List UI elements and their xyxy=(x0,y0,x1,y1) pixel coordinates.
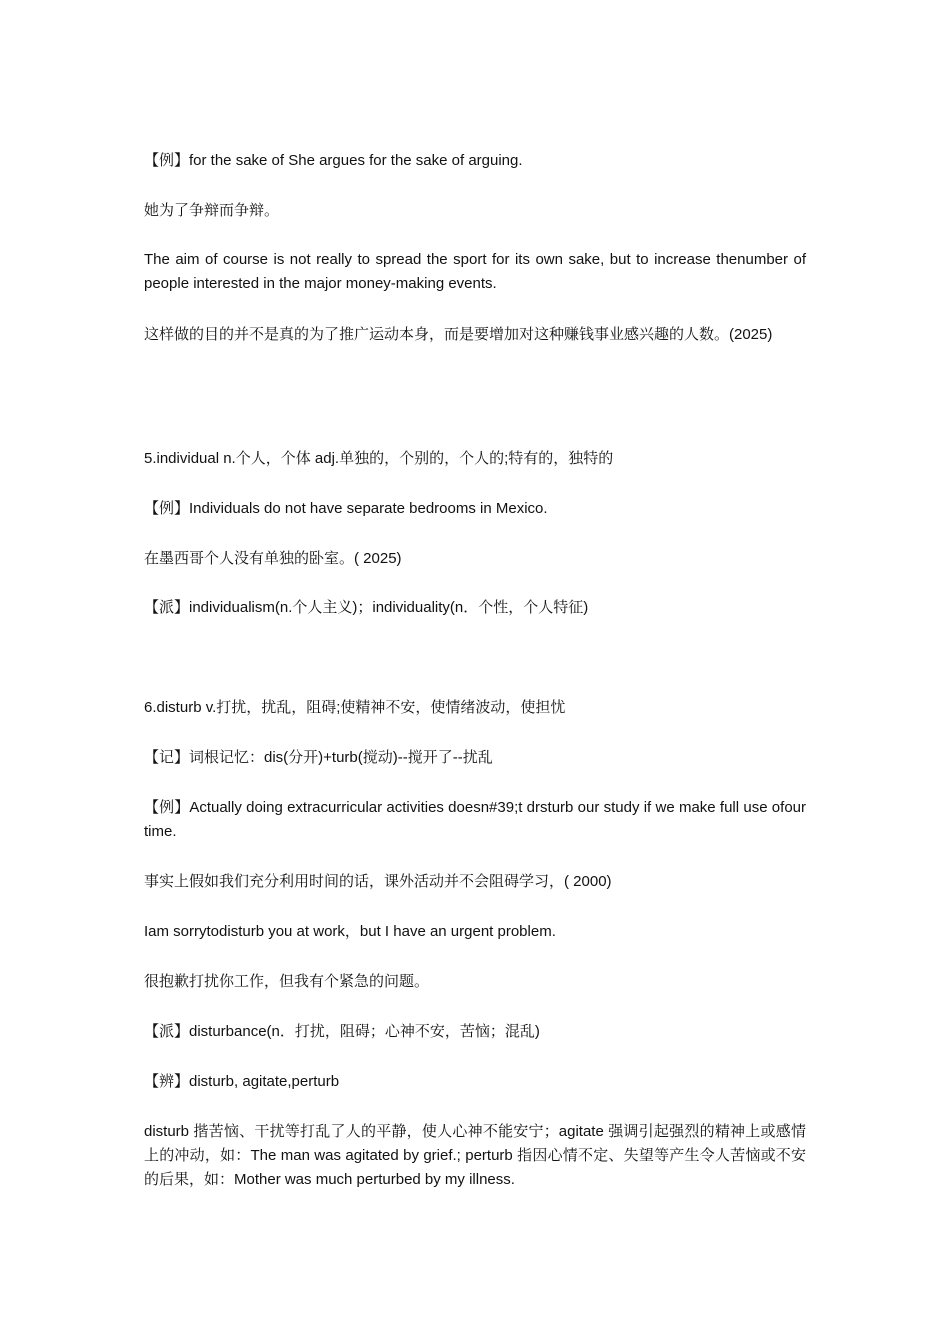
entry-heading-individual: 5.individual n.个人，个体 adj.单独的，个别的，个人的;特有的，独特的 xyxy=(144,450,614,467)
derivative-note: 【派】individualism(n.个人主义)；individuality(n．个性，个人特征) xyxy=(144,599,589,616)
example-translation: 在墨西哥个人没有单独的卧室。( 2025) xyxy=(144,550,402,567)
distinction-explanation: disturb 揩苦恼、干扰等打乱了人的平静，使人心神不能安宁；agitate 强调引起强烈的精神上或感情上的冲动，如：The man was agitated by grief.; perturb 指因心情不定、失望等产生令人苦恼或不安的后果，如：Mother was much perturbed by my illness. xyxy=(144,1123,806,1188)
example-sentence: The aim of course is not really to spread the sport for its own sake, but to increase thenumber of people interested in the major money-making events. xyxy=(144,251,806,292)
example-translation: 很抱歉打扰你工作，但我有个紧急的问题。 xyxy=(144,973,430,990)
example-sentence: Iam sorrytodisturb you at work，but I have an urgent problem. xyxy=(144,923,556,940)
distinction-heading: 【辨】disturb, agitate,perturb xyxy=(144,1073,340,1090)
example-sentence: 【例】Actually doing extracurricular activities doesn#39;t drsturb our study if we make full use ofour time. xyxy=(144,799,806,840)
example-sentence: 【例】Individuals do not have separate bedrooms in Mexico. xyxy=(144,500,548,517)
memory-note: 【记】词根记忆：dis(分开)+turb(搅动)--搅开了--扰乱 xyxy=(144,749,493,766)
example-for-the-sake-of: 【例】for the sake of She argues for the sake of arguing. xyxy=(144,152,523,169)
example-translation: 这样做的目的并不是真的为了推广运动本身，而是要增加对这种赚钱事业感兴趣的人数。(2025) xyxy=(144,326,773,343)
derivative-note: 【派】disturbance(n．打扰，阻碍；心神不安，苦恼；混乱) xyxy=(144,1023,540,1040)
example-translation: 事实上假如我们充分利用时间的话，课外活动并不会阻碍学习，( 2000) xyxy=(144,873,612,890)
example-translation: 她为了争辩而争辩。 xyxy=(144,202,280,219)
entry-heading-disturb: 6.disturb v.打扰，扰乱，阻碍;使精神不安，使情绪波动，使担忧 xyxy=(144,699,566,716)
